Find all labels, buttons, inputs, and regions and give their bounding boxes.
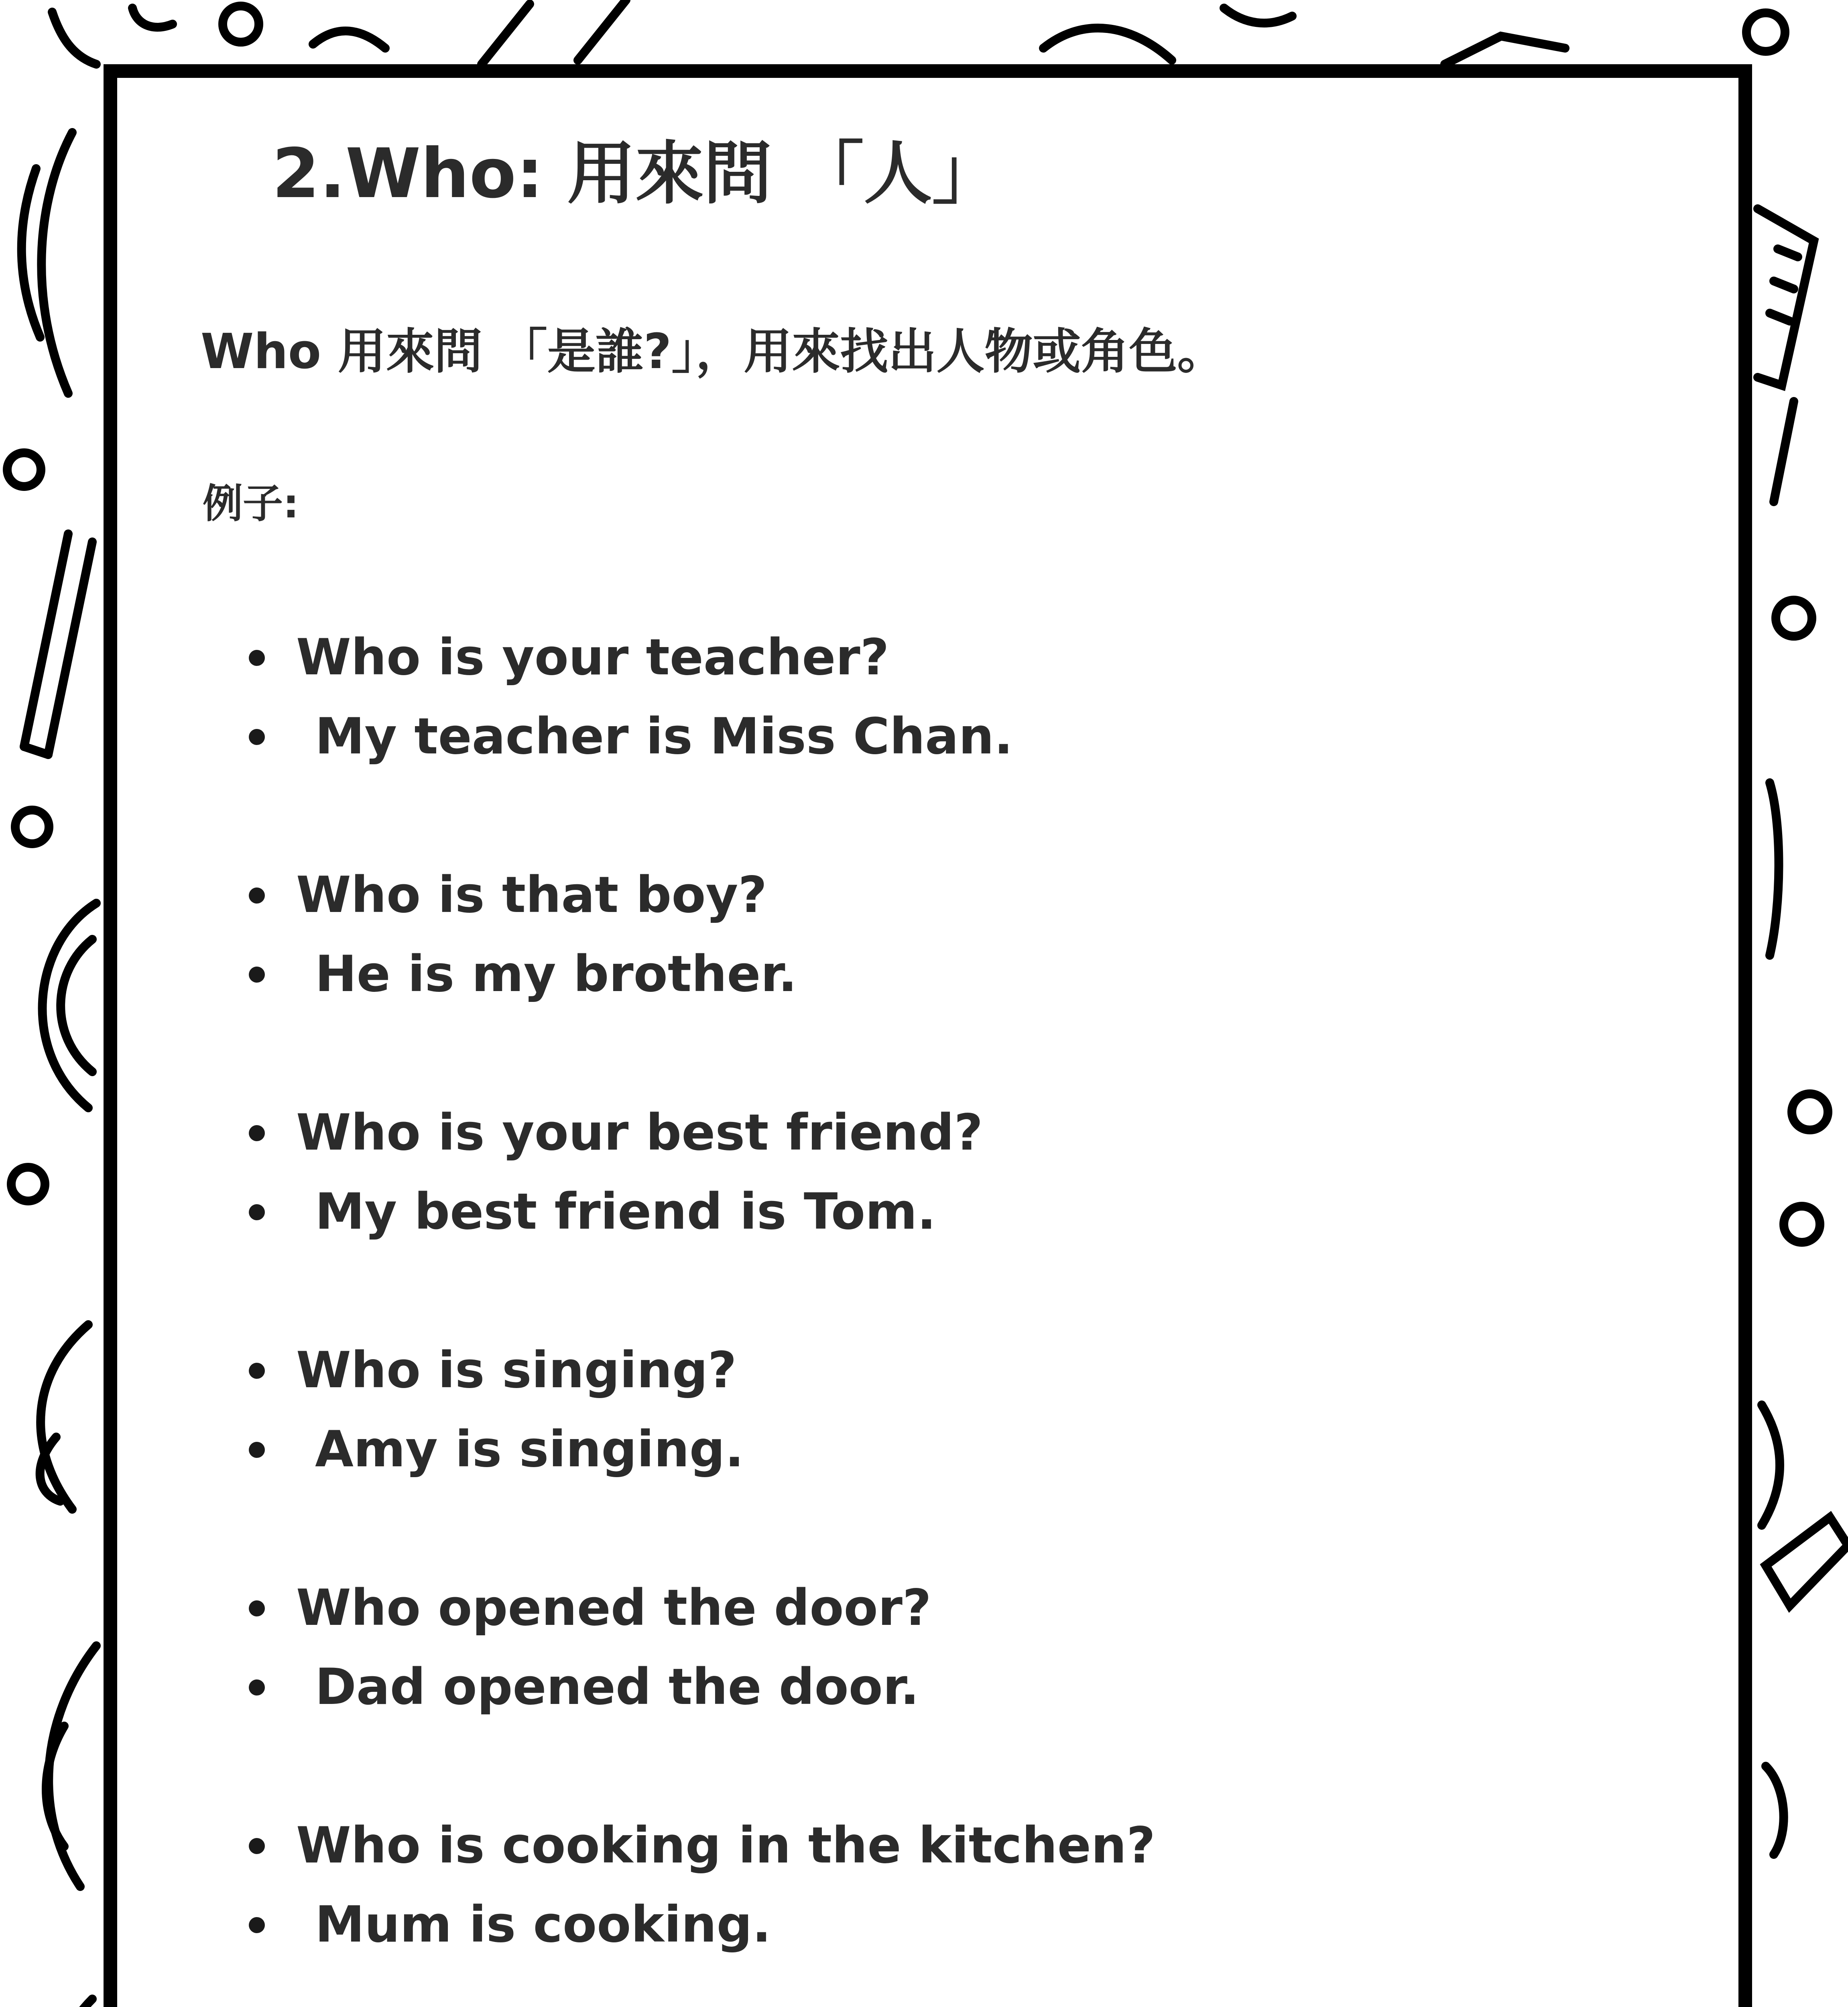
answer-text: He is my brother.	[315, 945, 797, 1003]
question-text: Who is cooking in the kitchen?	[296, 1817, 1156, 1875]
bullet-icon	[249, 1679, 265, 1696]
bullet-icon	[249, 967, 265, 983]
bullet-icon	[249, 887, 265, 904]
bullet-icon	[249, 1917, 265, 1933]
bullet-icon	[249, 1600, 265, 1616]
bullet-icon	[249, 1838, 265, 1854]
answer-text: Dad opened the door.	[315, 1658, 919, 1716]
question-text: Who is your best friend?	[296, 1104, 983, 1162]
question-text: Who is that boy?	[296, 866, 767, 924]
answer-text: My teacher is Miss Chan.	[315, 708, 1013, 765]
bullet-icon	[249, 1204, 265, 1220]
bullet-icon	[249, 1363, 265, 1379]
bullet-icon	[249, 729, 265, 745]
intro-text: Who 用來問 「是誰?」，用來找出人物或角色。	[201, 324, 1226, 380]
answer-text: My best friend is Tom.	[315, 1183, 936, 1241]
examples-label: 例子:	[203, 480, 299, 527]
bullet-icon	[249, 1442, 265, 1458]
question-text: Who is singing?	[296, 1341, 737, 1399]
answer-text: Amy is singing.	[315, 1421, 744, 1478]
bullet-icon	[249, 650, 265, 666]
answer-text: Mum is cooking.	[315, 1896, 771, 1954]
question-text: Who opened the door?	[296, 1579, 931, 1637]
question-text: Who is your teacher?	[296, 629, 889, 686]
section-heading: 2.Who: 用來問 「人」	[272, 134, 1000, 214]
bullet-icon	[249, 1125, 265, 1141]
